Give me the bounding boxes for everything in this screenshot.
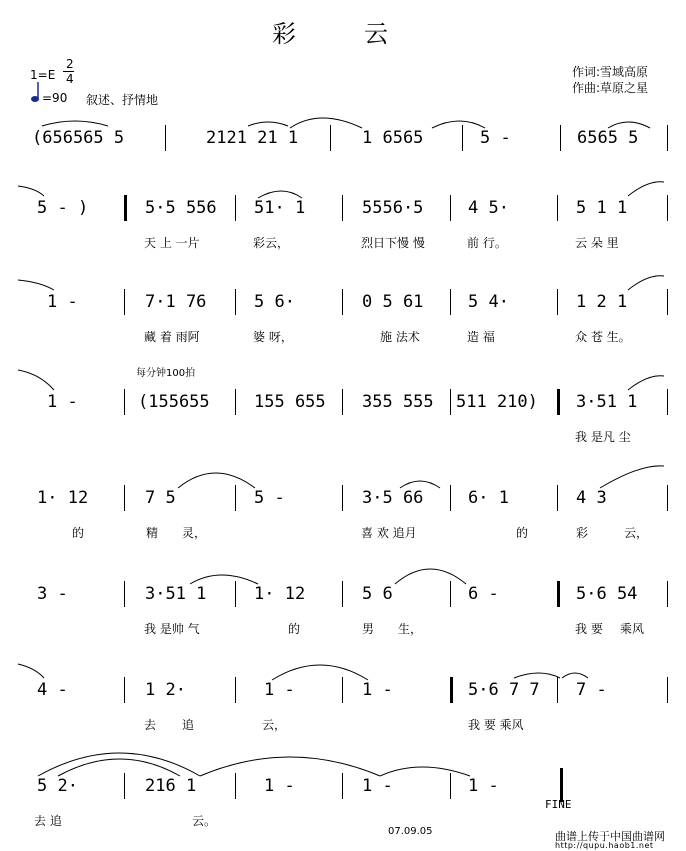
lyric: 喜 欢 追月 <box>361 526 417 540</box>
date: 07.09.05 <box>388 826 433 837</box>
time-numerator: 2 <box>66 57 74 71</box>
bar-line <box>124 773 125 799</box>
lyric: 藏 着 雨阿 <box>144 330 200 344</box>
key-signature: 1=E <box>30 68 56 82</box>
measure: 1 - <box>47 292 78 312</box>
measure: 3·5 66 <box>362 488 424 508</box>
bar-line <box>124 485 125 511</box>
bar-line <box>342 773 343 799</box>
measure: 1· 12 <box>37 488 89 508</box>
bar-line <box>235 581 236 607</box>
measure: 5 - <box>254 488 285 508</box>
bar-line <box>124 581 125 607</box>
lyric: 的 <box>288 622 301 636</box>
bar-line <box>450 389 451 415</box>
measure: 3 - <box>37 584 68 604</box>
lyric: 我 是凡 尘 <box>575 430 631 444</box>
slurs <box>0 768 686 808</box>
bar-line <box>450 773 451 799</box>
lyric: 的 <box>516 526 529 540</box>
measure: 5 1 1 <box>576 198 628 218</box>
measure: 4 5· <box>468 198 509 218</box>
measure: 0 5 61 <box>362 292 424 312</box>
lyric: 婆 呀， <box>253 330 293 344</box>
bar-line <box>557 677 558 703</box>
measure: 51· 1 <box>254 198 306 218</box>
bar-line <box>235 773 236 799</box>
measure: 155 655 <box>254 392 326 412</box>
lyric: 精 <box>146 526 159 540</box>
lyric: 云。 <box>192 814 217 828</box>
measure: 4 - <box>37 680 68 700</box>
measure: 1 - <box>47 392 78 412</box>
lyric: 我 是帅 气 <box>144 622 200 636</box>
bar-line <box>667 485 668 511</box>
site-url: http://qupu.haob1.net <box>555 841 654 850</box>
bar-line <box>342 195 343 221</box>
repeat-end-bar <box>450 677 453 703</box>
bar-line <box>342 289 343 315</box>
measure: 1 - <box>362 680 393 700</box>
lyric: 去 <box>144 718 157 732</box>
measure: 7 - <box>576 680 607 700</box>
bar-line <box>450 581 451 607</box>
fine-marking: FINE <box>545 798 572 811</box>
bar-line <box>557 289 558 315</box>
measure: 5 - ) <box>37 198 89 218</box>
bar-line <box>235 389 236 415</box>
measure: 1 - <box>468 776 499 796</box>
measure: 7 5 <box>145 488 176 508</box>
repeat-start-bar <box>124 195 127 221</box>
lyric: 我 要 <box>575 622 603 636</box>
measure: 1· 12 <box>254 584 306 604</box>
measure: 4 3 <box>576 488 607 508</box>
lyricist: 作词:雪域高原 <box>572 65 649 79</box>
measure: 5 6 <box>362 584 393 604</box>
measure: 3·51 1 <box>145 584 207 604</box>
lyric: 追 <box>182 718 195 732</box>
slurs <box>0 120 686 160</box>
lyric: 男 <box>362 622 375 636</box>
lyric: 彩云， <box>253 236 290 250</box>
bar-line <box>667 677 668 703</box>
bar-line <box>235 195 236 221</box>
measure: 7·1 76 <box>145 292 207 312</box>
measure: 5·6 7 7 <box>468 680 540 700</box>
bar-line <box>450 195 451 221</box>
lyric: 灵， <box>182 526 207 540</box>
repeat-start-bar <box>557 581 560 607</box>
measure: 511 210) <box>456 392 538 412</box>
tempo-change: 每分钟100拍 <box>136 368 196 379</box>
lyric: 烈日下慢 慢 <box>361 236 425 250</box>
lyric: 云， <box>262 718 287 732</box>
bar-line <box>342 677 343 703</box>
bar-line <box>557 195 558 221</box>
measure: 216 1 <box>145 776 197 796</box>
lyric: 云， <box>624 526 649 540</box>
lyric: 的 <box>72 526 85 540</box>
measure: 6 - <box>468 584 499 604</box>
lyric: 乘风 <box>620 622 645 636</box>
bar-line <box>124 289 125 315</box>
bar-line <box>667 289 668 315</box>
title-char-1: 彩 <box>272 20 296 48</box>
lyric: 彩 <box>576 526 589 540</box>
measure: 2121 21 1 <box>206 128 299 148</box>
measure: 1 - <box>264 776 295 796</box>
lyric: 云 朵 里 <box>575 236 619 250</box>
bar-line <box>667 389 668 415</box>
final-bar <box>560 768 563 802</box>
measure: 3·51 1 <box>576 392 638 412</box>
quarter-note-icon <box>30 80 42 104</box>
bar-line <box>235 485 236 511</box>
measure: 355 555 <box>362 392 434 412</box>
composer: 作曲:草原之星 <box>572 81 649 95</box>
measure: 1 - <box>264 680 295 700</box>
lyric: 去 追 <box>34 814 62 828</box>
measure: 6565 5 <box>577 128 639 148</box>
measure: 1 2· <box>145 680 186 700</box>
lyric: 我 要 乘风 <box>468 718 524 732</box>
tempo-marking: =90 <box>42 91 68 105</box>
lyric: 众 苍 生。 <box>575 330 631 344</box>
bar-line <box>557 485 558 511</box>
bar-line <box>450 485 451 511</box>
measure: 5·5 556 <box>145 198 217 218</box>
page-title <box>0 14 660 49</box>
bar-line <box>342 389 343 415</box>
measure: 1 6565 <box>362 128 424 148</box>
lyric: 生， <box>398 622 423 636</box>
measure: 5 - <box>480 128 511 148</box>
bar-line <box>342 485 343 511</box>
measure: 5556·5 <box>362 198 424 218</box>
tempo-style: 叙述、抒情地 <box>86 93 159 107</box>
lyric: 前 行。 <box>467 236 507 250</box>
measure: 5 6· <box>254 292 295 312</box>
lyric: 造 福 <box>467 330 495 344</box>
measure: 6· 1 <box>468 488 509 508</box>
measure: (656565 5 <box>32 128 125 148</box>
bar-line <box>124 677 125 703</box>
lyric: 天 上 一片 <box>144 236 200 250</box>
bar-line <box>124 389 125 415</box>
bar-line <box>450 289 451 315</box>
measure: 1 2 1 <box>576 292 628 312</box>
bar-line <box>342 581 343 607</box>
bar-line <box>235 677 236 703</box>
measure: 5·6 54 <box>576 584 638 604</box>
measure: 5 4· <box>468 292 509 312</box>
bar-line <box>667 581 668 607</box>
time-denominator: 4 <box>66 72 74 86</box>
measure: 1 - <box>362 776 393 796</box>
repeat-end-bar <box>557 389 560 415</box>
bar-line <box>235 289 236 315</box>
lyric: 施 法术 <box>380 330 420 344</box>
measure: 5 2· <box>37 776 78 796</box>
title-char-2: 云 <box>364 20 388 48</box>
measure: (155655 <box>138 392 210 412</box>
site-credit: 曲谱上传于中国曲谱网 <box>555 830 665 843</box>
bar-line <box>667 195 668 221</box>
